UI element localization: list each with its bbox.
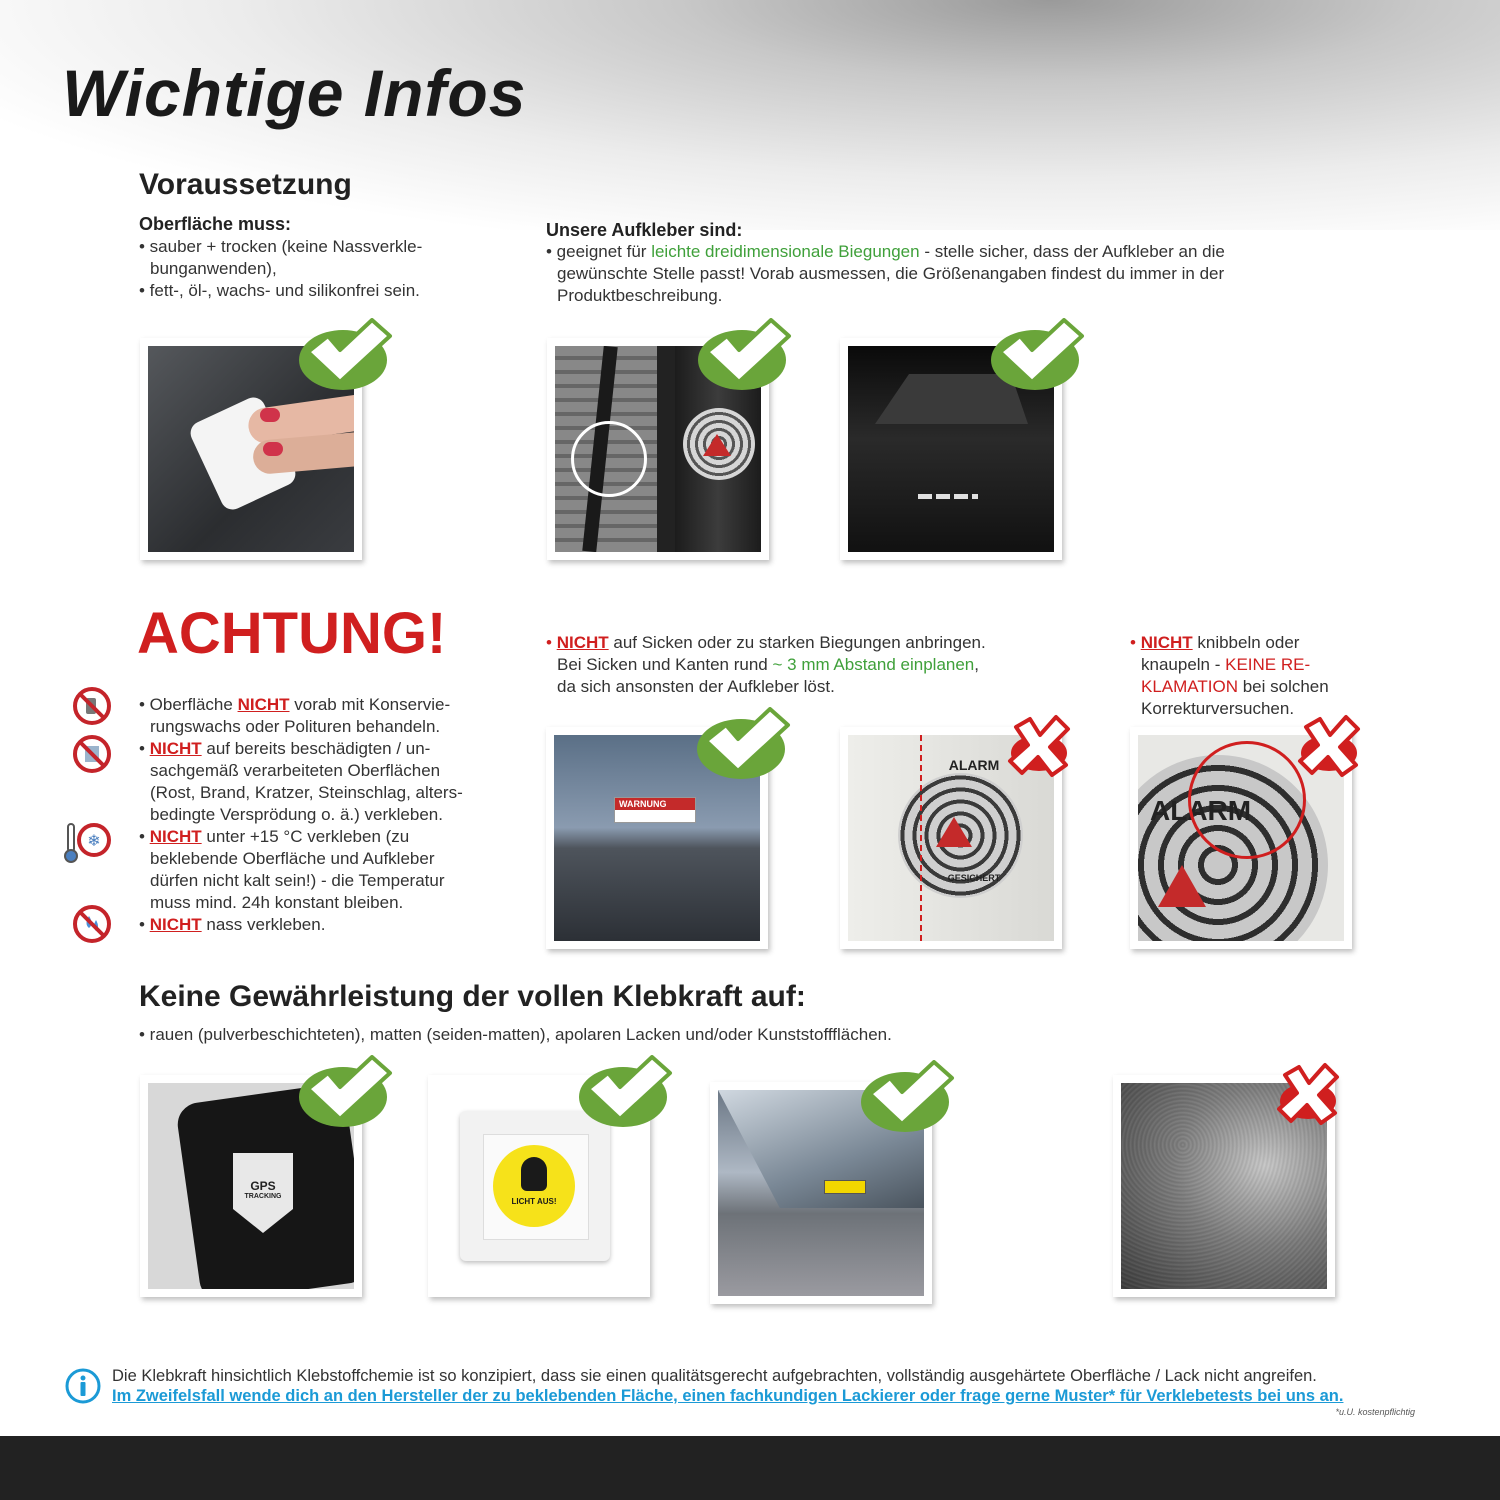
warning-item2c: (Rost, Brand, Kratzer, Steinschlag, alters- bbox=[150, 783, 463, 802]
no-polish-icon bbox=[72, 686, 112, 726]
zoom-circle bbox=[571, 421, 647, 497]
warning-item3c: dürfen nicht kalt sein!) - die Temperatur bbox=[150, 871, 445, 890]
stickers-l3: Produktbeschreibung. bbox=[557, 286, 723, 305]
warning-right-b-red: KEINE RE- bbox=[1225, 655, 1311, 674]
info-icon bbox=[65, 1368, 101, 1404]
nail bbox=[263, 442, 283, 456]
gesichert-text: GESICHERT bbox=[947, 873, 1001, 883]
surface-item-1a: • sauber + trocken (keine Nassverkle- bbox=[139, 237, 423, 256]
check-icon bbox=[298, 318, 394, 394]
check-icon bbox=[697, 318, 793, 394]
footer-bar bbox=[0, 1436, 1500, 1500]
check-icon bbox=[990, 318, 1086, 394]
window-sticker bbox=[824, 1180, 866, 1194]
check-icon bbox=[298, 1055, 394, 1131]
tracking-text: TRACKING bbox=[244, 1193, 282, 1200]
photo-car-door bbox=[840, 338, 1062, 560]
thermometer-snow-icon bbox=[62, 820, 112, 864]
no-damaged-surface-icon bbox=[72, 734, 112, 774]
nicht-label: NICHT bbox=[149, 827, 202, 846]
nicht-label: NICHT bbox=[149, 739, 202, 758]
warning-right-c: bei solchen bbox=[1237, 677, 1329, 696]
gps-text: GPS bbox=[250, 1179, 276, 1193]
licht-text: LICHT AUS! bbox=[511, 1197, 557, 1206]
surface-item-1b: bunganwenden), bbox=[150, 259, 277, 278]
svg-text:❄: ❄ bbox=[87, 833, 101, 850]
stickers-l1a: • geeignet für bbox=[546, 242, 652, 261]
warning-right-d: Korrekturversuchen. bbox=[1141, 699, 1295, 718]
warning-mid-green: ~ 3 mm Abstand einplanen bbox=[772, 655, 975, 674]
warning-right-text: • NICHT knibbeln oder knaupeln - KEINE RE- KLAMATION bei solchen Korrekturversuchen. bbox=[1130, 632, 1370, 720]
stickers-l1-green: leichte dreidimensionale Biegungen bbox=[651, 242, 920, 261]
guarantee-item: • rauen (pulverbeschichteten), matten (seiden-matten), apolaren Lacken und/oder Kunststoffflächen. bbox=[139, 1025, 892, 1044]
warning-mid-b1: Bei Sicken und Kanten rund bbox=[557, 655, 773, 674]
nail bbox=[260, 408, 280, 422]
photo-alarm-edge bbox=[840, 727, 1062, 949]
photo-scooter bbox=[547, 338, 769, 560]
warning-list: • Oberfläche NICHT vorab mit Konservie- rungswachs oder Polituren behandeln. • NICHT auf bereits beschädigten / un- sachgemäß verarbeiteten Oberflächen (Rost, Brand, Kratzer, Steinschlag, alters- bedingte Versprödung o. ä.) verkleben. • NICHT unter +15 °C verkleben (zu beklebende Oberfläche und Aufkleber dürfen nicht kalt sein!) - die Temperatur muss mind. 24h konstant bleiben. • NICHT nass verkleben. bbox=[139, 694, 479, 936]
no-water-icon bbox=[72, 904, 112, 944]
guarantee-heading: Keine Gewährleistung der vollen Klebkraft auf: bbox=[139, 980, 806, 1013]
nicht-label: NICHT bbox=[237, 695, 290, 714]
warning-right-c-red: KLAMATION bbox=[1141, 677, 1238, 696]
nicht-label: NICHT bbox=[149, 915, 202, 934]
footnote: *u.U. kostenpflichtig bbox=[1335, 1407, 1415, 1417]
warning-triangle-icon bbox=[936, 817, 972, 847]
warning-right-b1: knaupeln - bbox=[1141, 655, 1226, 674]
warning-mid-b2: , bbox=[974, 655, 979, 674]
warning-mid-a: auf Sicken oder zu starken Biegungen anbringen. bbox=[608, 633, 986, 652]
warning-item1-pre: • Oberfläche bbox=[139, 695, 238, 714]
edge-line bbox=[920, 735, 922, 941]
warnung-sticker bbox=[614, 797, 696, 823]
warning-item2b: sachgemäß verarbeiteten Oberflächen bbox=[150, 761, 441, 780]
door-stripe bbox=[918, 494, 978, 499]
warning-item1a: vorab mit Konservie- bbox=[289, 695, 451, 714]
warning-item2d: bedingte Versprödung o. ä.) verkleben. bbox=[150, 805, 443, 824]
check-icon bbox=[696, 707, 792, 783]
alarm-text: ALARM bbox=[1150, 795, 1252, 826]
nicht-label: NICHT bbox=[556, 633, 609, 652]
warning-mid-c: da sich ansonsten der Aufkleber löst. bbox=[557, 677, 835, 696]
achtung-heading: ACHTUNG! bbox=[137, 601, 447, 666]
cross-icon bbox=[1273, 1061, 1345, 1131]
photo-alarm-peel bbox=[1130, 727, 1352, 949]
note-line2-link[interactable]: Im Zweifelsfall wende dich an den Hersteller der zu beklebenden Fläche, einen fachkundigen Lackierer oder frage gerne Muster* für Verklebetests bei uns an. bbox=[112, 1387, 1344, 1405]
warning-item3a: unter +15 °C verkleben (zu bbox=[201, 827, 410, 846]
warning-item1b: rungswachs oder Polituren behandeln. bbox=[150, 717, 441, 736]
warning-right-a: knibbeln oder bbox=[1192, 633, 1300, 652]
check-icon bbox=[578, 1055, 674, 1131]
warning-item4a: nass verkleben. bbox=[201, 915, 326, 934]
photo-phone-gps bbox=[140, 1075, 362, 1297]
surface-heading: Oberfläche muss: bbox=[139, 214, 292, 234]
stickers-heading: Unsere Aufkleber sind: bbox=[546, 220, 743, 240]
photo-car-window bbox=[710, 1082, 932, 1304]
bulb-icon bbox=[521, 1157, 547, 1191]
photo-warnung-car bbox=[546, 727, 768, 949]
check-icon bbox=[860, 1060, 956, 1136]
page-title: Wichtige Infos bbox=[62, 56, 527, 130]
warning-item3d: muss mind. 24h konstant bleiben. bbox=[150, 893, 404, 912]
warning-item2a: auf bereits beschädigten / un- bbox=[201, 739, 431, 758]
prereq-heading: Voraussetzung bbox=[139, 168, 352, 201]
note-line1: Die Klebkraft hinsichtlich Klebstoffchemie ist so konzipiert, dass sie einen qualitätsgerecht aufgebrachten, vollständig ausgehärtete Oberfläche / Lack nicht angreifen. bbox=[112, 1367, 1317, 1385]
surface-item-2: • fett-, öl-, wachs- und silikonfrei sein. bbox=[139, 281, 420, 300]
alarm-text: ALARM bbox=[948, 757, 1000, 773]
surface-list bbox=[139, 236, 469, 302]
nicht-label: NICHT bbox=[1140, 633, 1193, 652]
warning-mid-text: • NICHT auf Sicken oder zu starken Biegungen anbringen. Bei Sicken und Kanten rund ~ 3 mm Abstand einplanen, da sich ansonsten der Aufkleber löst. bbox=[546, 632, 1066, 698]
photo-rough-surface bbox=[1113, 1075, 1335, 1297]
cross-icon bbox=[1004, 713, 1076, 783]
warnung-label: WARNUNG bbox=[615, 798, 695, 810]
cross-icon bbox=[1294, 713, 1366, 783]
photo-light-switch bbox=[428, 1075, 650, 1297]
warning-triangle-icon bbox=[1158, 865, 1206, 907]
stickers-l2: gewünschte Stelle passt! Vorab ausmessen, die Größenangaben findest du immer in der bbox=[557, 264, 1225, 283]
photo-cleaning bbox=[140, 338, 362, 560]
warning-item3b: beklebende Oberfläche und Aufkleber bbox=[150, 849, 435, 868]
stickers-l1b: - stelle sicher, dass der Aufkleber an die bbox=[919, 242, 1225, 261]
warning-triangle-icon bbox=[703, 434, 731, 456]
stickers-list bbox=[546, 241, 1306, 307]
highlight-circle bbox=[1188, 741, 1306, 859]
